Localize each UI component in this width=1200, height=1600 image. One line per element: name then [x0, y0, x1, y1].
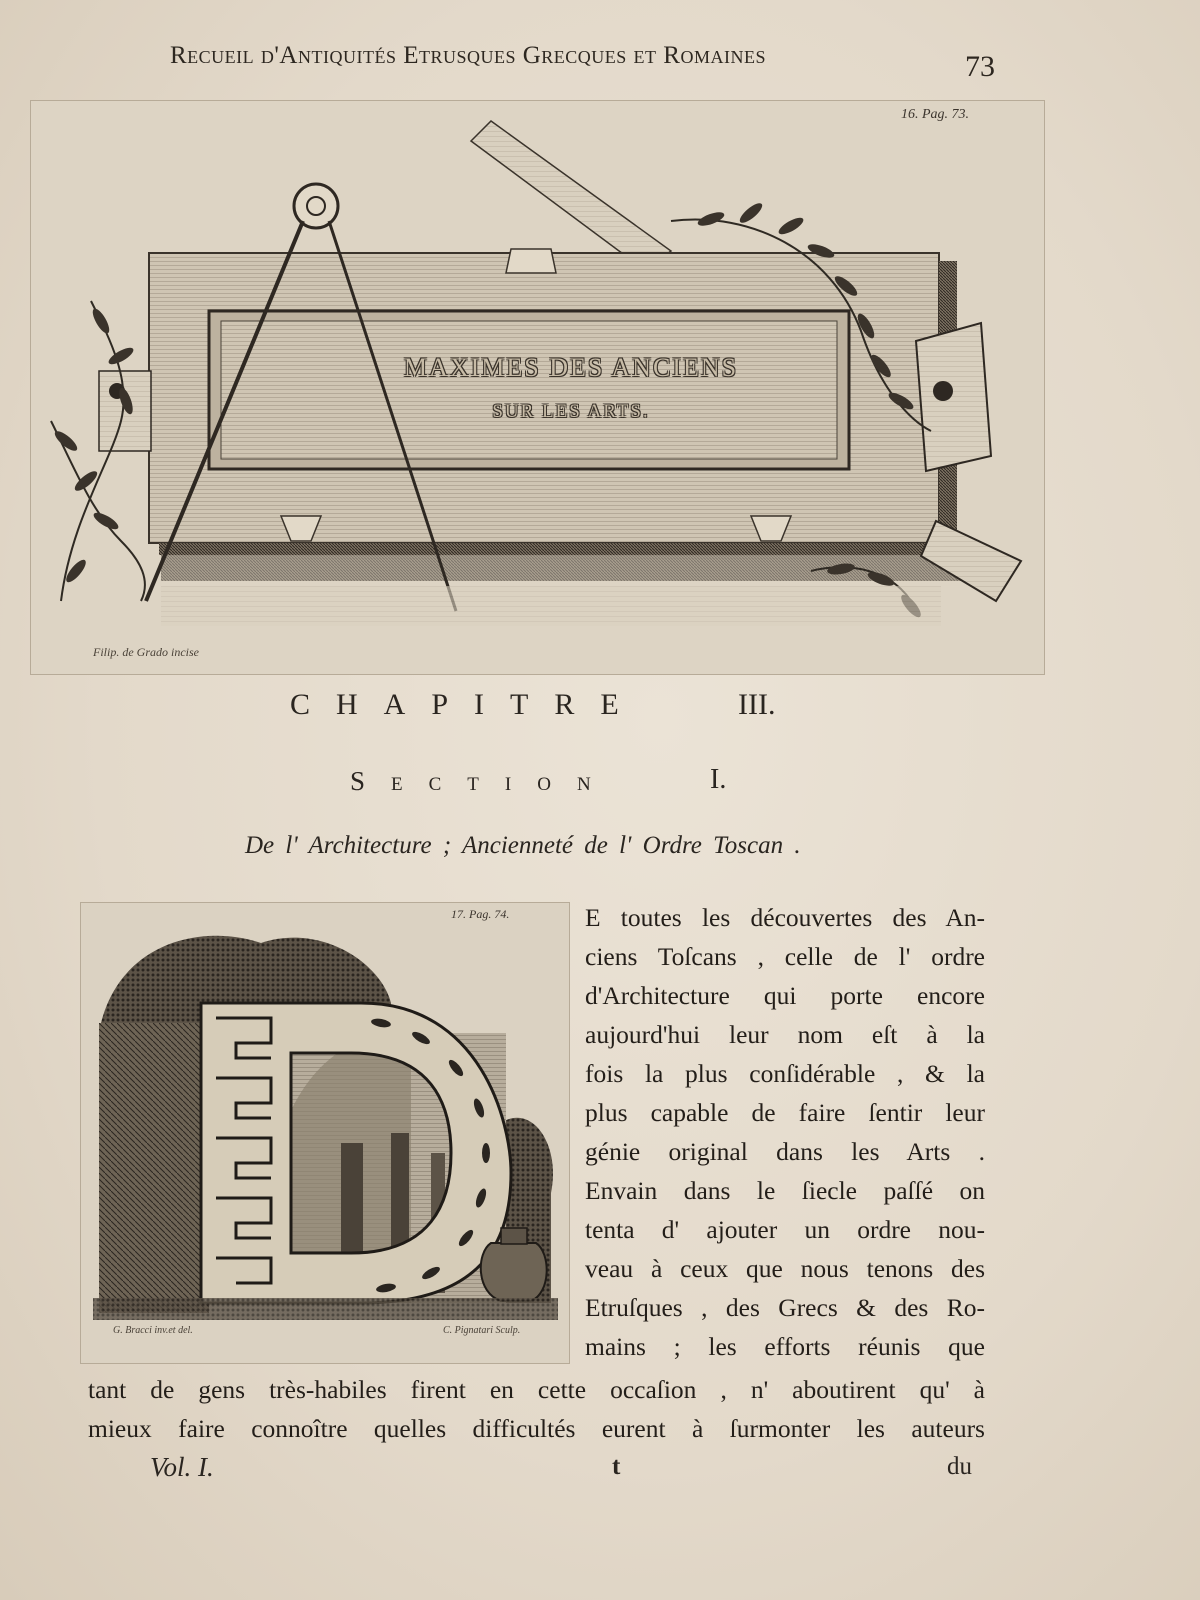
section-title: Section — [350, 766, 617, 796]
chapter-title: CHAPITRE — [290, 688, 645, 721]
body-text-right-column — [585, 898, 985, 1366]
signature-mark: t — [612, 1453, 621, 1480]
headpiece-engraver-credit: Filip. de Grado incise — [93, 645, 199, 659]
body-text-full-width — [88, 1370, 985, 1448]
initial-plate-credit-left: G. Bracci inv.et del. — [113, 1325, 193, 1336]
running-title: Recueil d'Antiquités Etrusques Grecques et Romaines — [170, 42, 766, 69]
tablet-inscription-line2: SUR LES ARTS. — [492, 401, 650, 422]
chapter-number: III. — [738, 688, 776, 721]
body-line: tant de gens très-habiles firent en cette occaſion , n' aboutirent qu' à — [88, 1375, 985, 1404]
headpiece-plate-reference: 16. Pag. 73. — [901, 107, 970, 122]
body-line: ciens Toſcans , celle de l' ordre — [585, 942, 985, 971]
volume-label: Vol. I. — [150, 1452, 214, 1482]
catchword: du — [947, 1453, 972, 1480]
body-line: tenta d' ajouter un ordre nou- — [585, 1215, 985, 1244]
body-line: d'Architecture qui porte encore — [585, 981, 985, 1010]
initial-letter-plate — [80, 902, 570, 1364]
body-line: aujourd'hui leur nom eſt à la — [585, 1020, 985, 1049]
initial-letter-d-engraving — [81, 903, 569, 1363]
body-line: plus capable de faire ſentir leur — [585, 1098, 985, 1127]
body-line: Envain dans le ſiecle paſſé on — [585, 1176, 985, 1205]
section-subtitle: De l' Architecture ; Ancienneté de l' Ordre Toscan . — [245, 832, 801, 859]
body-line: génie original dans les Arts . — [585, 1137, 985, 1166]
tablet-inscription-line1: MAXIMES DES ANCIENS — [403, 353, 739, 382]
body-line: fois la plus conſidérable , & la — [585, 1059, 985, 1088]
body-line: Etruſques , des Grecs & des Ro- — [585, 1293, 985, 1322]
body-line: mains ; les efforts réunis que — [585, 1332, 985, 1361]
body-line: E toutes les découvertes des An- — [585, 903, 985, 932]
headpiece-plate — [30, 100, 1045, 675]
body-line: veau à ceux que nous tenons des — [585, 1254, 985, 1283]
headpiece-engraving — [31, 101, 1044, 674]
body-line: mieux faire connoître quelles difficultés eurent à ſurmonter les auteurs — [88, 1414, 985, 1443]
page-number: 73 — [965, 50, 995, 83]
initial-plate-reference: 17. Pag. 74. — [451, 907, 510, 921]
initial-plate-credit-right: C. Pignatari Sculp. — [443, 1325, 521, 1336]
section-number: I. — [710, 764, 727, 795]
